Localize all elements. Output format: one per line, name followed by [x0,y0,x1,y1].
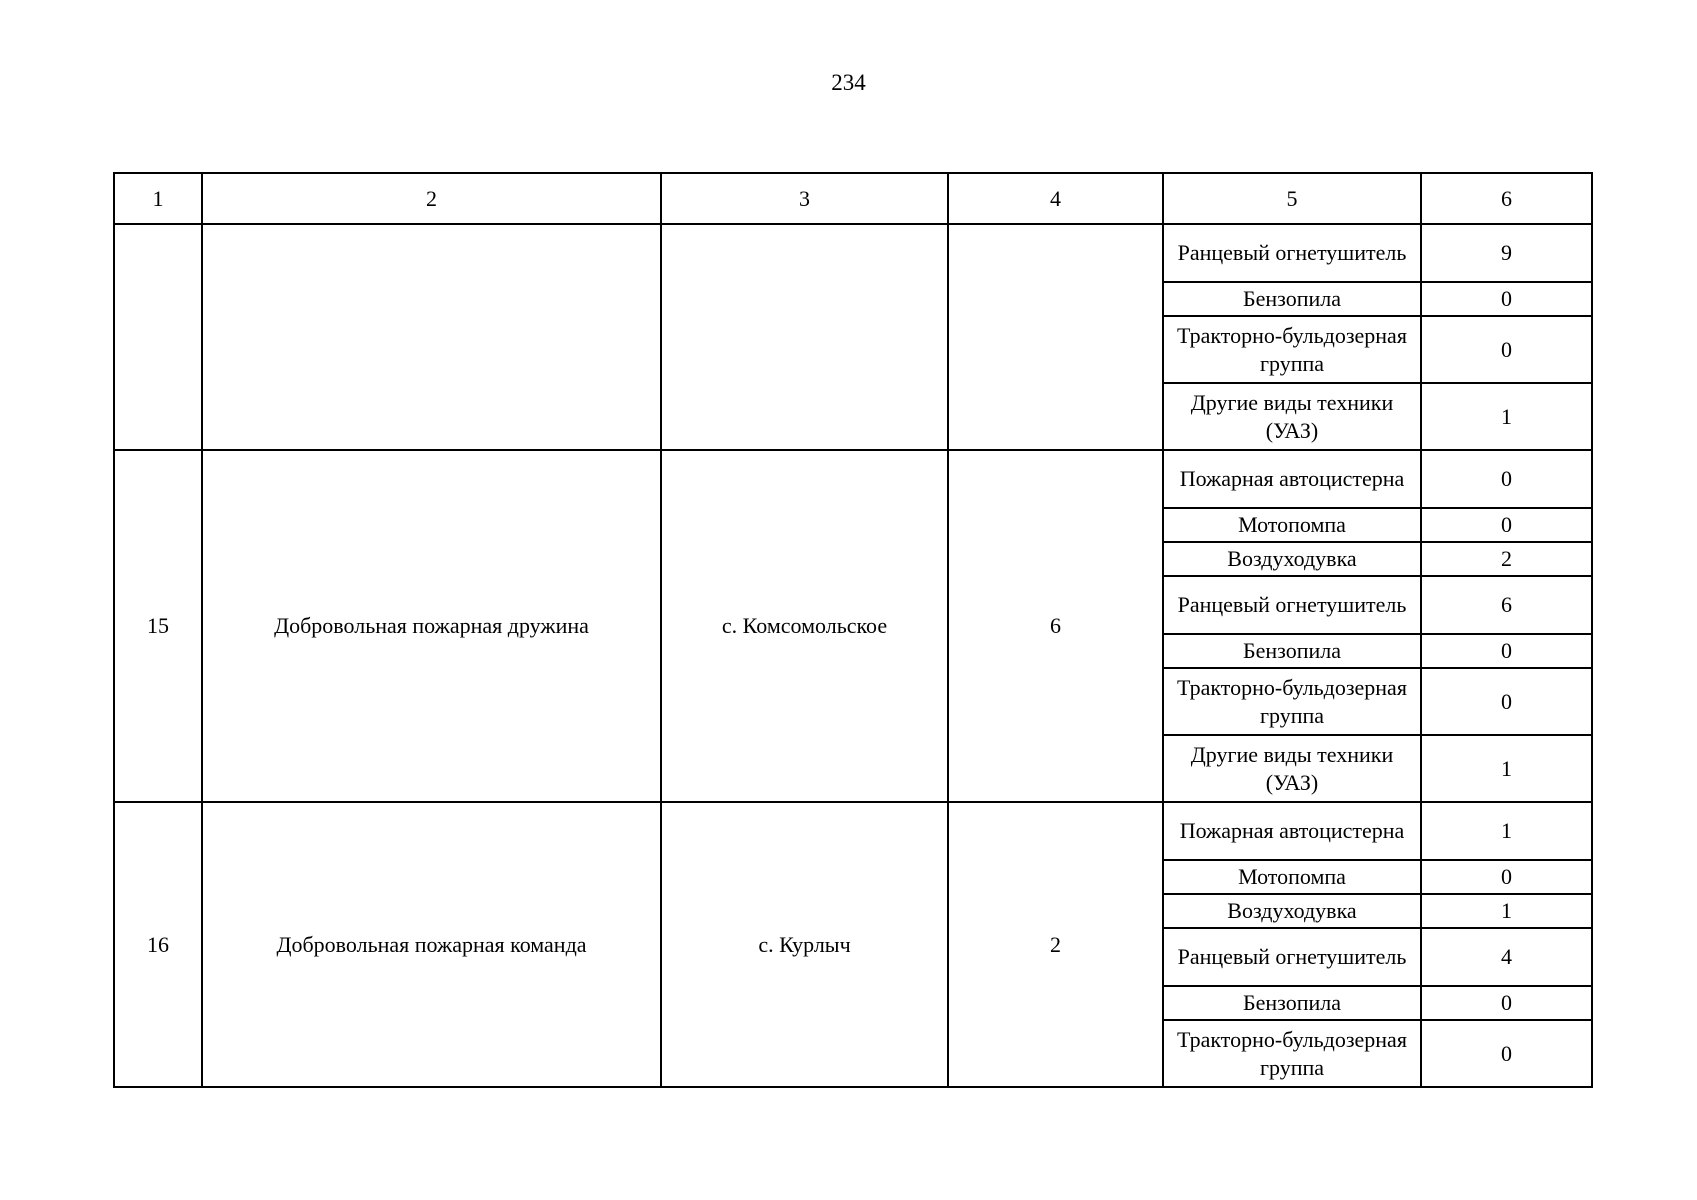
header-cell: 2 [202,173,661,224]
equipment-count-cell: 4 [1421,928,1592,986]
header-cell: 3 [661,173,948,224]
equipment-count-cell: 0 [1421,986,1592,1020]
equipment-type-cell: Мотопомпа [1163,860,1421,894]
equipment-count-cell: 0 [1421,316,1592,383]
equipment-type-cell: Воздуходувка [1163,894,1421,928]
unit-name-cell: Добровольная пожарная дружина [202,450,661,802]
unit-name-cell [202,224,661,450]
staff-count-cell: 2 [948,802,1163,1087]
equipment-type-cell: Ранцевый огнетушитель [1163,224,1421,282]
equipment-type-cell: Тракторно-бульдозерная группа [1163,316,1421,383]
equipment-type-cell: Тракторно-бульдозерная группа [1163,1020,1421,1087]
header-cell: 1 [114,173,202,224]
equipment-type-cell: Другие виды техники (УАЗ) [1163,383,1421,450]
equipment-count-cell: 1 [1421,735,1592,802]
equipment-type-cell: Мотопомпа [1163,508,1421,542]
equipment-count-cell: 0 [1421,1020,1592,1087]
staff-count-cell: 6 [948,450,1163,802]
equipment-count-cell: 6 [1421,576,1592,634]
table-header-row [114,173,1592,224]
unit-name-cell: Добровольная пожарная команда [202,802,661,1087]
page-number: 234 [831,70,866,95]
table-row [114,802,1592,860]
location-cell: с. Курлыч [661,802,948,1087]
equipment-table [113,172,1593,1088]
equipment-count-cell: 0 [1421,634,1592,668]
staff-count-cell [948,224,1163,450]
table-row [114,224,1592,282]
equipment-type-cell: Бензопила [1163,986,1421,1020]
equipment-count-cell: 1 [1421,383,1592,450]
equipment-count-cell: 9 [1421,224,1592,282]
equipment-type-cell: Тракторно-бульдозерная группа [1163,668,1421,735]
equipment-count-cell: 0 [1421,282,1592,316]
equipment-count-cell: 2 [1421,542,1592,576]
row-number-cell: 15 [114,450,202,802]
table-row [114,450,1592,508]
equipment-type-cell: Пожарная автоцистерна [1163,450,1421,508]
row-number-cell: 16 [114,802,202,1087]
equipment-count-cell: 0 [1421,860,1592,894]
row-number-cell [114,224,202,450]
equipment-type-cell: Другие виды техники (УАЗ) [1163,735,1421,802]
header-cell: 6 [1421,173,1592,224]
equipment-type-cell: Пожарная автоцистерна [1163,802,1421,860]
header-cell: 4 [948,173,1163,224]
equipment-count-cell: 0 [1421,668,1592,735]
header-cell: 5 [1163,173,1421,224]
location-cell [661,224,948,450]
equipment-count-cell: 1 [1421,802,1592,860]
equipment-count-cell: 0 [1421,450,1592,508]
equipment-type-cell: Бензопила [1163,282,1421,316]
equipment-type-cell: Ранцевый огнетушитель [1163,928,1421,986]
equipment-count-cell: 1 [1421,894,1592,928]
location-cell: с. Комсомольское [661,450,948,802]
equipment-type-cell: Бензопила [1163,634,1421,668]
equipment-type-cell: Воздуходувка [1163,542,1421,576]
equipment-type-cell: Ранцевый огнетушитель [1163,576,1421,634]
equipment-count-cell: 0 [1421,508,1592,542]
